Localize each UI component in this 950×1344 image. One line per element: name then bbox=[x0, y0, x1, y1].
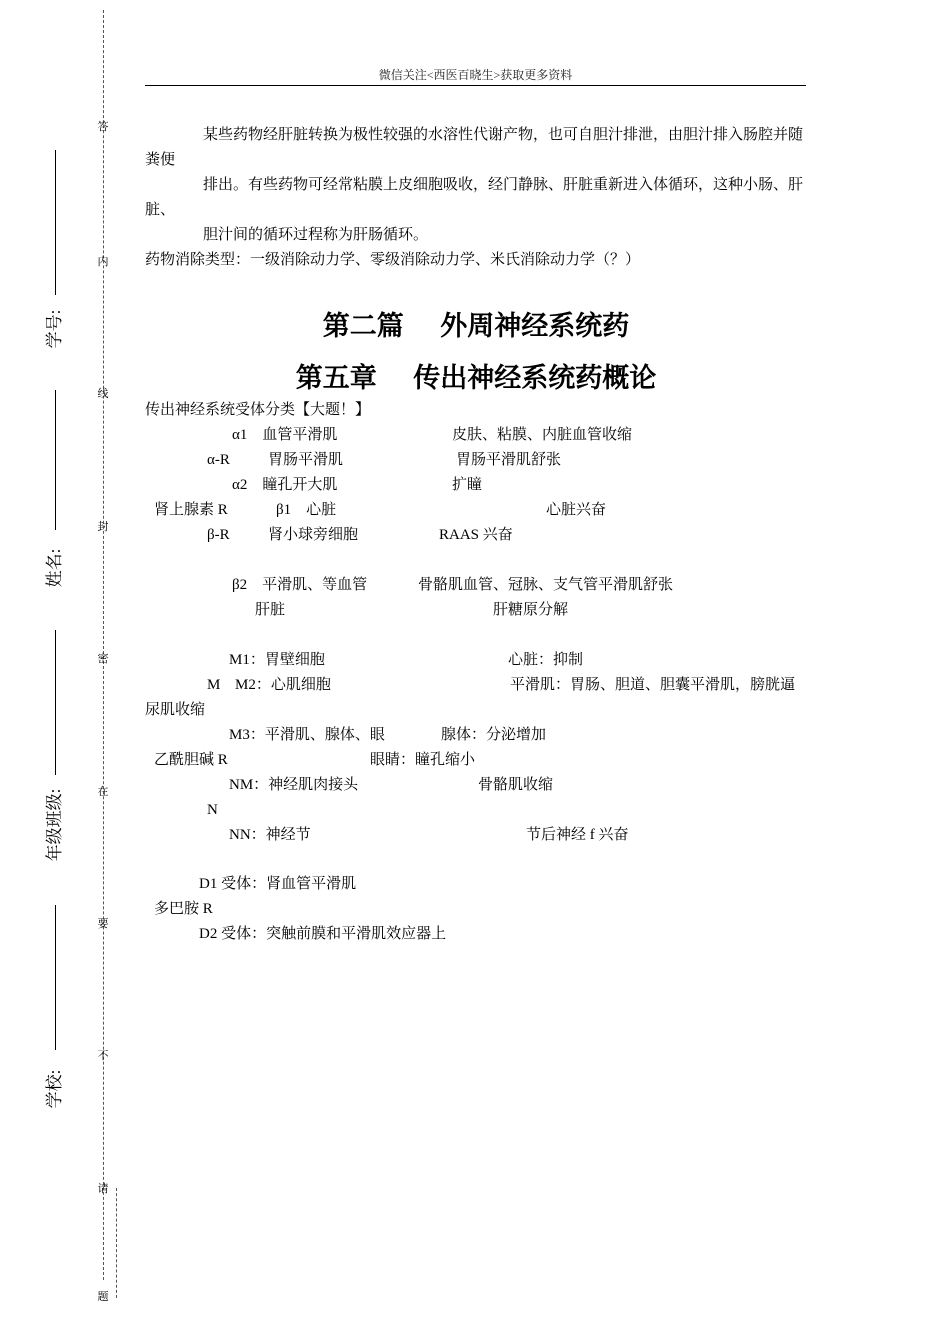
receptor-m2-effect-cont: 尿肌收缩 bbox=[145, 702, 206, 718]
receptor-d1: D1 受体：肾血管平滑肌 bbox=[199, 876, 357, 892]
seal-char: 题 bbox=[97, 1291, 109, 1303]
receptor-nm-effect: 骨骼肌收缩 bbox=[478, 777, 554, 793]
binding-dashed-line-short bbox=[116, 1188, 117, 1298]
seal-char: 请 bbox=[97, 1183, 109, 1195]
m-label: M bbox=[207, 677, 221, 693]
student-id-label: 学号: bbox=[45, 309, 64, 349]
receptor-nm: NM：神经肌肉接头 bbox=[229, 777, 359, 793]
receptor-m3-effect: 腺体：分泌增加 bbox=[441, 727, 547, 743]
page-header: 微信关注<西医百晓生>获取更多资料 bbox=[378, 68, 573, 82]
seal-char: 线 bbox=[97, 388, 109, 400]
receptor-b2-effect: 骨骼肌血管、冠脉、支气管平滑肌舒张 bbox=[418, 577, 674, 593]
receptor-m2: M2：心肌细胞 bbox=[235, 677, 331, 693]
receptor-b2: β2 平滑肌、等血管 bbox=[232, 577, 368, 593]
part-heading: 第二篇 外周神经系统药 bbox=[322, 311, 630, 342]
receptor-b1-effect: 心脏兴奋 bbox=[546, 502, 607, 518]
seal-char: 封 bbox=[97, 521, 109, 533]
receptor-ar-target: 胃肠平滑肌 bbox=[268, 452, 344, 468]
section-title: 传出神经系统受体分类【大题！】 bbox=[145, 402, 371, 418]
receptor-m1-effect: 心脏：抑制 bbox=[508, 652, 584, 668]
n-label: N bbox=[207, 802, 218, 818]
receptor-a1-effect: 皮肤、粘膜、内脏血管收缩 bbox=[452, 427, 633, 443]
receptor-nn-effect: 节后神经 f 兴奋 bbox=[526, 827, 629, 843]
receptor-b1: β1 心脏 bbox=[276, 502, 337, 518]
receptor-nn: NN：神经节 bbox=[229, 827, 311, 843]
receptor-a2: α2 瞳孔开大肌 bbox=[232, 477, 338, 493]
receptor-br-effect: RAAS 兴奋 bbox=[439, 527, 513, 543]
student-id-line bbox=[55, 150, 56, 295]
seal-char: 密 bbox=[97, 653, 109, 665]
seal-char: 在 bbox=[97, 786, 109, 798]
class-line bbox=[55, 630, 56, 775]
seal-char: 内 bbox=[97, 256, 109, 268]
name-label: 姓名: bbox=[45, 548, 64, 588]
receptor-eye-effect: 眼睛：瞳孔缩小 bbox=[370, 752, 476, 768]
header-rule bbox=[145, 85, 806, 86]
receptor-a1: α1 血管平滑肌 bbox=[232, 427, 338, 443]
seal-char: 要 bbox=[97, 918, 109, 930]
class-label: 年级班级: bbox=[45, 788, 64, 862]
school-label: 学校: bbox=[45, 1069, 64, 1109]
receptor-m1: M1：胃壁细胞 bbox=[229, 652, 325, 668]
receptor-liver-effect: 肝糖原分解 bbox=[493, 602, 569, 618]
receptor-m2-effect: 平滑肌：胃肠、胆道、胆囊平滑肌，膀胱逼 bbox=[510, 677, 796, 693]
receptor-d2: D2 受体：突触前膜和平滑肌效应器上 bbox=[199, 926, 447, 942]
beta-r-label: β-R bbox=[207, 527, 230, 543]
intro-paragraph: 药物消除类型：一级消除动力学、零级消除动力学、米氏消除动力学（？） bbox=[145, 252, 641, 268]
name-line bbox=[55, 390, 56, 530]
binding-dashed-line bbox=[103, 10, 104, 1280]
receptor-m3: M3：平滑肌、腺体、眼 bbox=[229, 727, 385, 743]
intro-paragraph: 胆汁间的循环过程称为肝肠循环。 bbox=[203, 227, 429, 243]
intro-paragraph: 某些药物经肝脏转换为极性较强的水溶性代谢产物，也可自胆汁排泄，由胆汁排入肠腔并随粪便 bbox=[145, 127, 804, 168]
receptor-br-target: 肾小球旁细胞 bbox=[268, 527, 359, 543]
receptor-liver: 肝脏 bbox=[255, 602, 286, 618]
intro-paragraph: 排出。有些药物可经常粘膜上皮细胞吸收，经门静脉、肝脏重新进入体循环，这种小肠、肝脏、 bbox=[145, 177, 804, 218]
seal-char: 不 bbox=[97, 1050, 109, 1062]
seal-char: 答 bbox=[97, 121, 109, 133]
cholinergic-group-label: 乙酰胆碱 R bbox=[154, 752, 228, 768]
school-line bbox=[55, 905, 56, 1050]
receptor-a2-effect: 扩瞳 bbox=[452, 477, 483, 493]
chapter-heading: 第五章 传出神经系统药概论 bbox=[295, 363, 657, 394]
receptor-ar-effect: 胃肠平滑肌舒张 bbox=[456, 452, 562, 468]
alpha-r-label: α-R bbox=[207, 452, 230, 468]
adrenergic-group-label: 肾上腺素 R bbox=[154, 502, 228, 518]
dopamine-group-label: 多巴胺 R bbox=[154, 901, 213, 917]
